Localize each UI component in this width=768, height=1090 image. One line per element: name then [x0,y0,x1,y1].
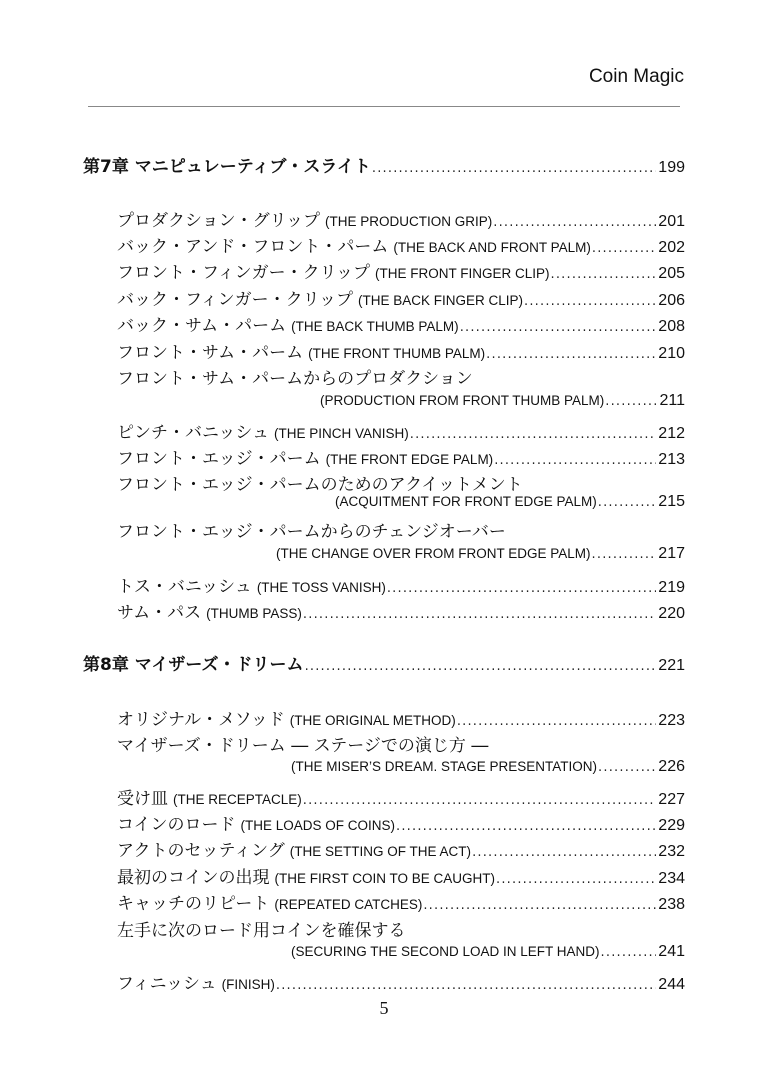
toc-entry-continuation [291,943,685,961]
entry-title-en: (THE FRONT FINGER CLIP) [374,266,550,281]
dot-leader [472,845,656,860]
entry-title-en: (THE BACK THUMB PALM) [291,319,459,334]
entry-title-jp: バック・サム・パーム [117,316,287,336]
toc-entry [117,206,685,231]
entry-title-en: (THE LOADS OF COINS) [240,818,396,833]
entry-title-jp: フロント・エッジ・パームからのチェンジオーバー [117,522,506,542]
dot-leader [303,607,656,622]
entry-title-jp: サム・パス [117,603,202,623]
dot-leader [486,347,656,362]
page-number: 202 [658,239,685,256]
entry-title-en: (THE CHANGE OVER FROM FRONT EDGE PALM) [276,546,591,561]
toc-entry-continuation [291,758,685,776]
entry-title-jp: フロント・サム・パームからのプロダクション [117,369,473,389]
dot-leader [276,978,656,993]
page-number: 215 [658,493,685,510]
entry-title-jp: フロント・サム・パーム [117,343,304,363]
dot-leader [496,872,656,887]
dot-leader [410,427,657,442]
toc-entry-title-line [117,517,685,542]
entry-title-jp: バック・フィンガー・クリップ [117,290,353,310]
chapter-title: 第7章 マニピュレーティブ・スライト [83,157,371,177]
page-number: 210 [658,345,685,362]
footer-page-number: 5 [379,998,389,1018]
entry-title-jp: フィニッシュ [117,974,217,994]
toc-entry [117,258,685,283]
dot-leader [423,898,656,913]
dot-leader [460,320,657,335]
dot-leader [592,547,657,562]
entry-title-jp: フロント・エッジ・パームのためのアクイットメント [117,475,523,495]
page-number: 244 [658,976,685,993]
entry-title-en: (THE PRODUCTION GRIP) [324,214,493,229]
entry-title-en: (THE BACK AND FRONT PALM) [393,240,591,255]
dot-leader [605,394,657,409]
entry-title-jp: フロント・エッジ・パーム [117,449,321,469]
dot-leader [493,215,656,230]
toc-entry [117,444,685,469]
toc-entry-continuation [320,392,685,410]
toc-entry [117,311,685,336]
page-number: 201 [658,213,685,230]
page-number: 223 [658,712,685,729]
entry-title-en: (FINISH) [221,977,275,992]
toc-entry-title-line [117,470,685,495]
entry-title-en: (ACQUITMENT FOR FRONT EDGE PALM) [335,494,597,509]
toc-entry-title-line [117,916,685,941]
chapter-heading [83,650,685,675]
dot-leader [396,819,656,834]
dot-leader [598,760,656,775]
dot-leader [457,714,656,729]
entry-title-en: (THE BACK FINGER CLIP) [357,293,523,308]
entry-title-en: (THE FRONT EDGE PALM) [325,452,494,467]
entry-title-jp: 最初のコインの出現 [117,868,270,888]
page-number: 217 [658,545,685,562]
entry-title-en: (THE SETTING OF THE ACT) [289,844,472,859]
toc-entry [117,598,685,623]
entry-title-en: (THE TOSS VANISH) [256,580,386,595]
toc-entry [117,285,685,310]
toc-entry [117,810,685,835]
page-number: 219 [658,579,685,596]
entry-title-jp: オリジナル・メソッド [117,710,285,730]
dot-leader [524,294,656,309]
entry-title-jp: マイザーズ・ドリーム ― ステージでの演じ方 ― [117,736,489,756]
entry-title-en: (PRODUCTION FROM FRONT THUMB PALM) [320,393,605,408]
dot-leader [305,659,657,674]
entry-title-en: (THE ORIGINAL METHOD) [289,713,456,728]
dot-leader [387,581,656,596]
header-rule [88,106,680,107]
entry-title-en: (THE RECEPTACLE) [173,792,302,807]
toc-entry [117,705,685,730]
toc-entry [117,418,685,443]
toc-entry [117,338,685,363]
entry-title-en: (THUMB PASS) [206,606,302,621]
dot-leader [372,161,656,176]
page-number: 229 [658,817,685,834]
entry-title-jp: 左手に次のロード用コインを確保する [117,921,406,941]
page-number: 241 [658,943,685,960]
toc-entry [117,784,685,809]
dot-leader [303,793,657,808]
page-number: 206 [658,292,685,309]
dot-leader [601,945,657,960]
entry-title-en: (THE FRONT THUMB PALM) [308,346,486,361]
toc-entry [117,889,685,914]
dot-leader [494,453,656,468]
entry-title-jp: 受け皿 [117,789,168,809]
page-number: 199 [658,159,685,176]
chapter-title: 第8章 マイザーズ・ドリーム [83,655,304,675]
page-number: 232 [658,843,685,860]
page-number: 212 [658,425,685,442]
toc-entry-continuation [335,493,685,511]
entry-title-jp: トス・バニッシュ [117,577,252,597]
chapter-heading [83,152,685,177]
page-number: 238 [658,896,685,913]
entry-title-jp: ピンチ・バニッシュ [117,423,269,443]
running-header: Coin Magic [588,66,684,87]
entry-title-jp: フロント・フィンガー・クリップ [117,263,370,283]
toc-entry-title-line [117,731,685,756]
entry-title-jp: キャッチのリピート [117,894,270,914]
toc-entry [117,969,685,994]
page-number: 213 [658,451,685,468]
toc-entry [117,863,685,888]
toc-entry [117,232,685,257]
entry-title-jp: コインのロード [117,815,236,835]
dot-leader [592,241,656,256]
entry-title-jp: バック・アンド・フロント・パーム [117,237,389,257]
page-number: 227 [658,791,685,808]
page-number: 221 [658,657,685,674]
dot-leader [598,495,657,510]
page-number: 226 [658,758,685,775]
entry-title-en: (THE FIRST COIN TO BE CAUGHT) [274,871,496,886]
page-number: 211 [659,392,685,409]
toc-entry-title-line [117,364,685,389]
page-number: 234 [658,870,685,887]
page-number: 205 [658,265,685,282]
toc-entry [117,572,685,597]
dot-leader [550,267,656,282]
page-number: 220 [658,605,685,622]
entry-title-jp: プロダクション・グリップ [117,211,320,231]
entry-title-en: (SECURING THE SECOND LOAD IN LEFT HAND) [291,944,600,959]
entry-title-en: (REPEATED CATCHES) [274,897,423,912]
page-number: 208 [658,318,685,335]
toc-entry-continuation [276,545,685,563]
toc-entry [117,836,685,861]
entry-title-en: (THE MISER’S DREAM. STAGE PRESENTATION) [291,759,598,774]
entry-title-jp: アクトのセッティング [117,841,285,861]
entry-title-en: (THE PINCH VANISH) [273,426,409,441]
